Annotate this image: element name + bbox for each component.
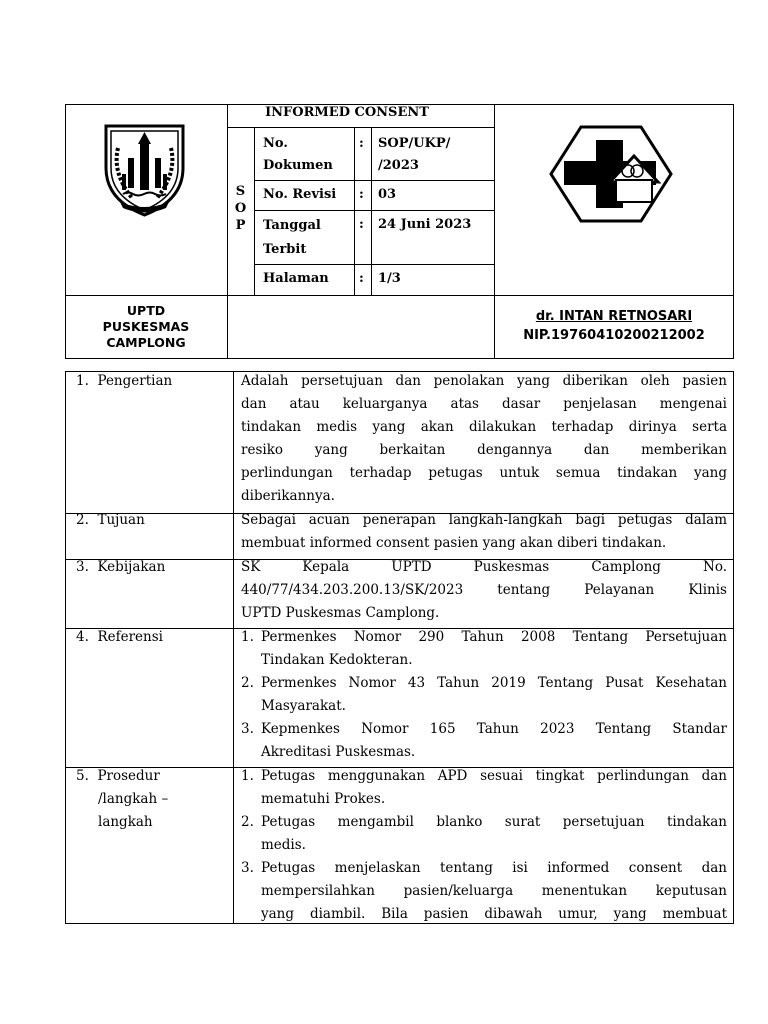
doc-number-label: No. Dokumen <box>263 136 333 173</box>
section-body-prosedur <box>241 765 727 926</box>
puskesmas-logo <box>548 124 674 224</box>
doc-number-value: SOP/UKP/ /2023 <box>378 136 451 173</box>
section-label-prosedur: 5. Prosedur /langkah – langkah <box>76 768 169 830</box>
list-item: 3. Kepmenkes Nomor 165 Tahun 2023 Tentang Standar Akreditasi Puskesmas. <box>241 721 727 760</box>
section-label-kebijakan: 3. Kebijakan <box>76 559 166 575</box>
signatory-name: dr. INTAN RETNOSARI <box>535 309 693 324</box>
list-item: 1. Permenkes Nomor 290 Tahun 2008 Tentang Persetujuan Tindakan Kedokteran. <box>241 629 727 668</box>
sop-letter-s: S <box>235 184 246 199</box>
doc-number-colon: : <box>359 136 364 151</box>
list-item: 3. Petugas menjelaskan tentang isi informed consent dan mempersilahkan pasien/keluarga menentukan keputusan yang diambil. Bila pasien dibawah umur, yang membuat <box>241 860 727 922</box>
organization-name: UPTD PUSKESMAS CAMPLONG <box>102 303 190 350</box>
page-colon: : <box>359 271 364 286</box>
section-body-pengertian: Adalah persetujuan dan penolakan yang diberikan oleh pasien dan atau keluarganya atas dasar penjelasan mengenai tindakan medis yang akan dilakukan terhadap dirinya serta resiko yang berkaitan dengannya dan memberikan perlindungan terhadap petugas untuk semua tindakan yang diberikannya. <box>241 373 727 504</box>
revision-colon: : <box>359 187 364 202</box>
page-label: Halaman <box>263 271 329 286</box>
issue-date-colon: : <box>359 217 364 232</box>
page-value: 1/3 <box>378 271 401 286</box>
list-item: 2. Permenkes Nomor 43 Tahun 2019 Tentang Pusat Kesehatan Masyarakat. <box>241 675 727 714</box>
section-label-referensi: 4. Referensi <box>76 629 163 645</box>
signatory-nip: NIP.19760410200212002 <box>523 328 705 343</box>
section-body-referensi <box>241 626 727 764</box>
section-label-tujuan: 2. Tujuan <box>76 512 145 528</box>
list-item: 1. Petugas menggunakan APD sesuai tingkat perlindungan dan mematuhi Prokes. <box>241 768 727 807</box>
issue-date-value: 24 Juni 2023 <box>378 217 472 232</box>
section-body-tujuan: Sebagai acuan penerapan langkah-langkah bagi petugas dalam membuat informed consent pasien yang akan diberi tindakan. <box>241 512 727 551</box>
sop-letter-p: P <box>235 218 246 233</box>
section-body-kebijakan: SK Kepala UPTD Puskesmas Camplong No. 440/77/434.203.200.13/SK/2023 tentang Pelayanan Klinis UPTD Puskesmas Camplong. <box>241 559 727 621</box>
revision-value: 03 <box>378 187 397 202</box>
regency-emblem-logo <box>98 118 191 218</box>
sop-letter-o: O <box>234 201 247 216</box>
revision-label: No. Revisi <box>263 187 337 202</box>
issue-date-label: Tanggal Terbit <box>263 218 321 257</box>
section-label-pengertian: 1. Pengertian <box>76 373 173 389</box>
document-title: INFORMED CONSENT <box>265 105 429 120</box>
list-item: 2. Petugas mengambil blanko surat persetujuan tindakan medis. <box>241 814 727 853</box>
